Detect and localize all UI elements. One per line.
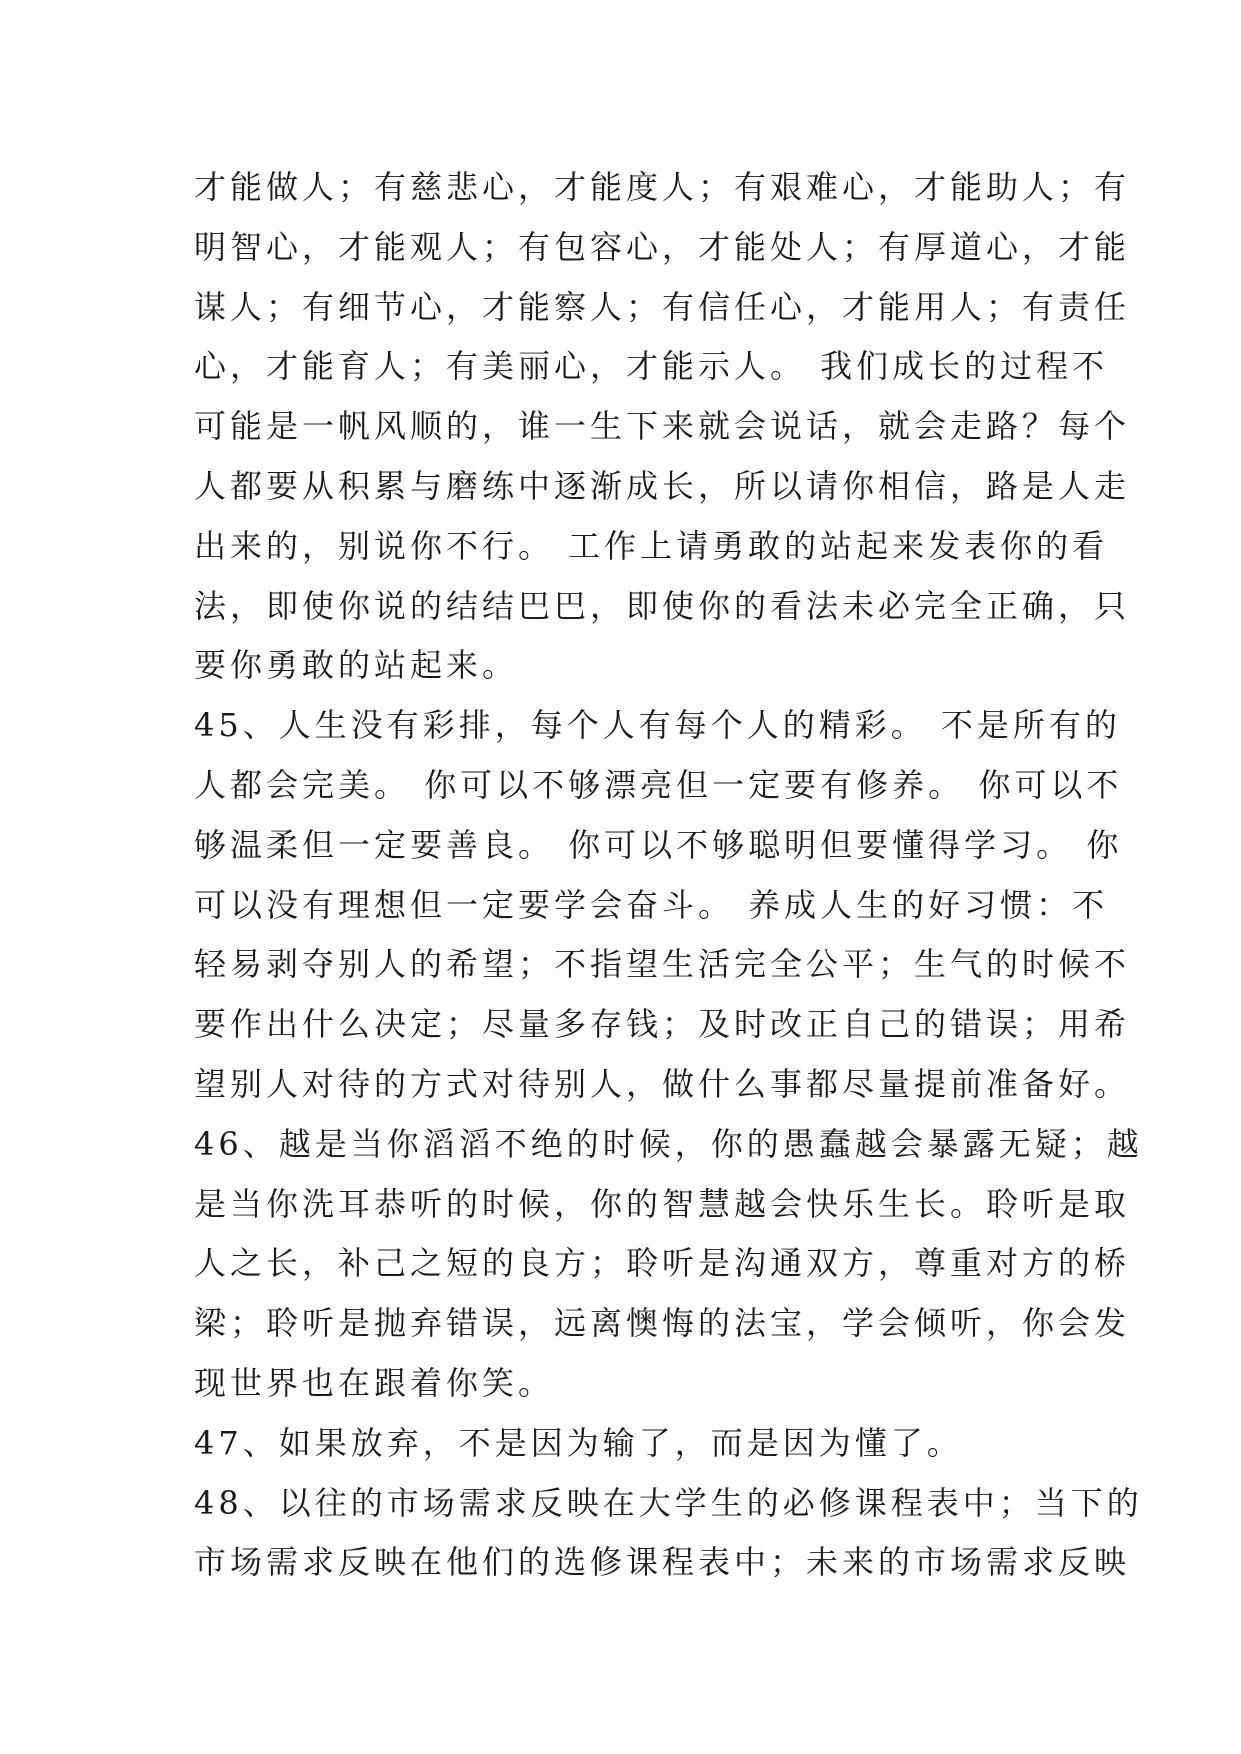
body-text: [194, 158, 1143, 1593]
text-line: 48、以往的市场需求反映在大学生的必修课程表中；当下的: [194, 1483, 1143, 1522]
text-line: 要你勇敢的站起来。: [194, 646, 519, 685]
text-line: 46、越是当你滔滔不绝的时候，你的愚蠢越会暴露无疑；越: [194, 1124, 1143, 1163]
text-line: 可以没有理想但一定要学会奋斗。 养成人生的好习惯：不: [194, 885, 1109, 924]
text-line: 明智心，才能观人；有包容心，才能处人；有厚道心，才能: [194, 227, 1131, 266]
text-line: 够温柔但一定要善良。 你可以不够聪明但要懂得学习。 你: [194, 825, 1123, 864]
text-line: 出来的，别说你不行。 工作上请勇敢的站起来发表你的看: [194, 526, 1109, 565]
text-line: 要作出什么决定；尽量多存钱；及时改正自己的错误；用希: [194, 1005, 1131, 1044]
text-line: 才能做人；有慈悲心，才能度人；有艰难心，才能助人；有: [194, 168, 1131, 206]
text-line: 轻易剥夺别人的希望；不指望生活完全公平；生气的时候不: [194, 945, 1131, 984]
text-line: 法，即使你说的结结巴巴，即使你的看法未必完全正确，只: [194, 586, 1131, 625]
text-line: 可能是一帆风顺的，谁一生下来就会说话，就会走路？每个: [194, 407, 1131, 446]
text-line: 人都会完美。 你可以不够漂亮但一定要有修养。 你可以不: [194, 765, 1123, 804]
text-line: 人都要从积累与磨练中逐渐成长，所以请你相信，路是人走: [194, 466, 1131, 505]
text-line: 谋人；有细节心，才能察人；有信任心，才能用人；有责任: [194, 287, 1131, 326]
text-line: 现世界也在跟着你笑。: [194, 1363, 555, 1402]
text-line: 人之长，补己之短的良方；聆听是沟通双方，尊重对方的桥: [194, 1244, 1131, 1283]
text-line: 心，才能育人；有美丽心，才能示人。 我们成长的过程不: [194, 347, 1109, 386]
text-line: 是当你洗耳恭听的时候，你的智慧越会快乐生长。聆听是取: [194, 1184, 1131, 1223]
text-line: 45、人生没有彩排，每个人有每个人的精彩。 不是所有的: [194, 706, 1121, 745]
text-line: 市场需求反映在他们的选修课程表中；未来的市场需求反映: [194, 1543, 1131, 1582]
text-line: 47、如果放弃，不是因为输了，而是因为懂了。: [194, 1423, 963, 1462]
text-line: 望别人对待的方式对待别人，做什么事都尽量提前准备好。: [194, 1064, 1131, 1103]
text-line: 梁；聆听是抛弃错误，远离懊悔的法宝，学会倾听，你会发: [194, 1304, 1131, 1343]
